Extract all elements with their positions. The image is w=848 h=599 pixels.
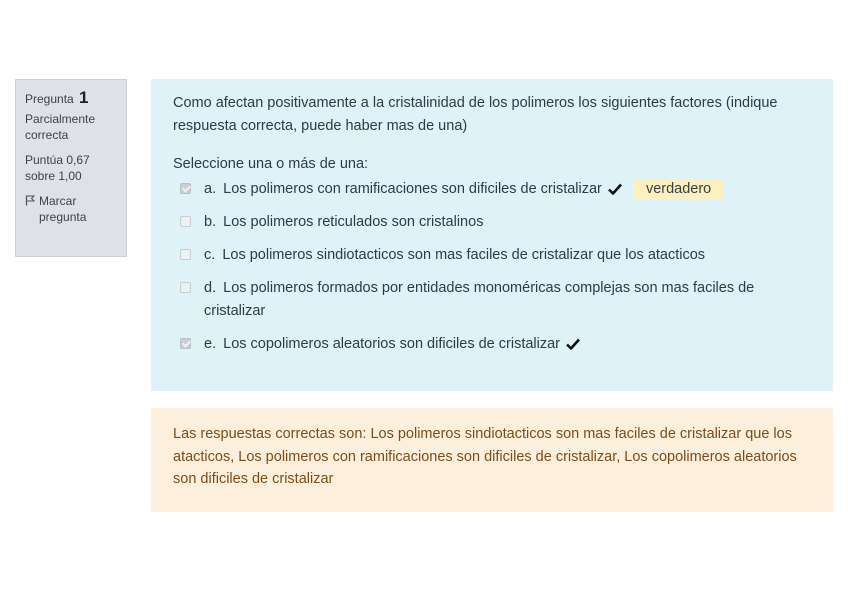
- option-e-text: Los copolimeros aleatorios son dificiles de cristalizar: [223, 336, 560, 352]
- answer-option-d[interactable]: [173, 277, 811, 323]
- option-b-text: Los polimeros reticulados son cristalinos: [223, 214, 484, 230]
- correct-check-icon: [566, 338, 580, 350]
- option-d-letter: d.: [204, 280, 217, 296]
- answer-prompt: Seleccione una o más de una:: [173, 156, 369, 172]
- flag-label: Marcar pregunta: [39, 194, 87, 224]
- question-number-line: [25, 90, 118, 107]
- right-answer-text: Las respuestas correctas son: Los polimeros sindiotacticos son mas faciles de cristalizar que los atacticos, Los polimeros con ramificaciones son dificiles de cristalizar, Los copolimeros aleatorios son dificiles de cristalizar: [173, 426, 797, 487]
- answer-list: [173, 178, 811, 356]
- answer-option-a[interactable]: [173, 178, 811, 201]
- option-a-feedback: verdadero: [634, 179, 723, 200]
- option-a-text: Los polimeros con ramificaciones son dificiles de cristalizar: [223, 181, 602, 197]
- question-label: Pregunta: [25, 92, 74, 106]
- option-c-letter: c.: [204, 247, 216, 263]
- question-info: [15, 79, 127, 257]
- flag-question-link[interactable]: [25, 193, 118, 225]
- flag-icon: [25, 195, 35, 206]
- option-b-letter: b.: [204, 214, 217, 230]
- answer-option-b[interactable]: [173, 211, 811, 234]
- question-formulation: [151, 79, 833, 391]
- question-grade: Puntúa 0,67 sobre 1,00: [25, 153, 90, 183]
- option-a-checkbox[interactable]: [180, 183, 191, 194]
- question-text: Como afectan positivamente a la cristalinidad de los polimeros los siguientes factores (indique respuesta correcta, puede haber mas de una): [173, 95, 778, 134]
- question-number: 1: [79, 88, 89, 107]
- option-e-checkbox[interactable]: [180, 338, 191, 349]
- option-d-checkbox[interactable]: [180, 282, 191, 293]
- option-d-text: Los polimeros formados por entidades monoméricas complejas son mas faciles de cristalizar: [204, 280, 755, 319]
- question-feedback: [151, 408, 833, 512]
- option-c-text: Los polimeros sindiotacticos son mas faciles de cristalizar que los atacticos: [222, 247, 706, 263]
- correct-check-icon: [608, 183, 622, 195]
- answer-option-e[interactable]: [173, 333, 811, 356]
- option-a-letter: a.: [204, 181, 217, 197]
- answer-option-c[interactable]: [173, 244, 811, 267]
- option-e-letter: e.: [204, 336, 217, 352]
- option-c-checkbox[interactable]: [180, 249, 191, 260]
- option-b-checkbox[interactable]: [180, 216, 191, 227]
- question-state: Parcialmente correcta: [25, 112, 96, 142]
